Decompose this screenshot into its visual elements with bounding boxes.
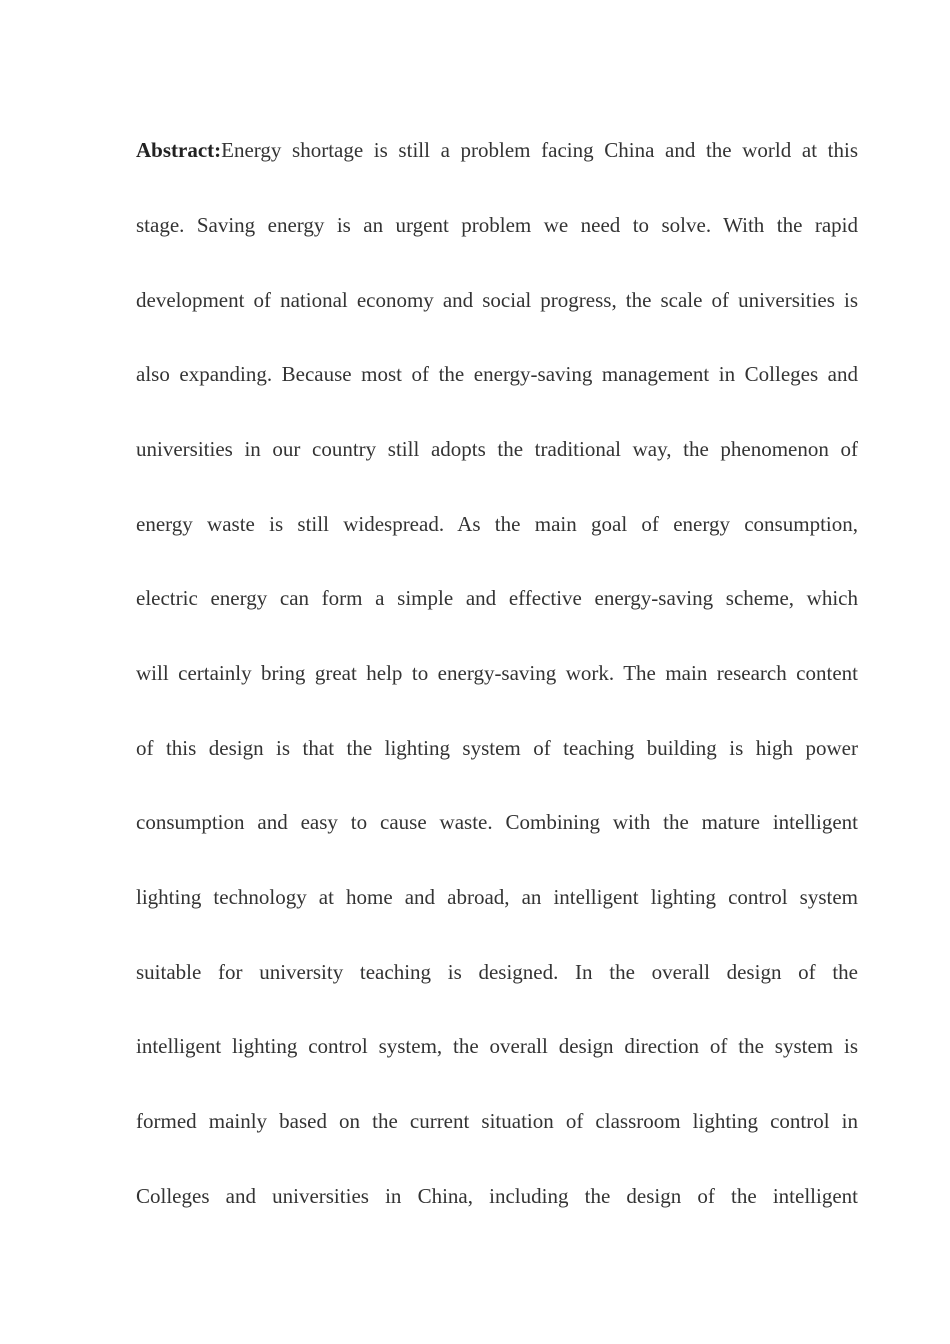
abstract-line-2: stage. Saving energy is an urgent problem we need to solve. With the rapid [136, 213, 858, 237]
abstract-line-7: electric energy can form a simple and effective energy-saving scheme, which [136, 586, 858, 610]
abstract-line-8: will certainly bring great help to energy-saving work. The main research content [136, 661, 858, 685]
abstract-line-3: development of national economy and social progress, the scale of universities is [136, 288, 858, 312]
abstract-line-11: lighting technology at home and abroad, an intelligent lighting control system [136, 885, 858, 909]
abstract-label: Abstract: [136, 138, 222, 162]
abstract-line-5: universities in our country still adopts the traditional way, the phenomenon of [136, 437, 858, 461]
abstract-line-12: suitable for university teaching is designed. In the overall design of the [136, 960, 858, 984]
abstract-line-13: intelligent lighting control system, the overall design direction of the system is [136, 1034, 858, 1058]
abstract-line-15: Colleges and universities in China, including the design of the intelligent [136, 1184, 858, 1208]
abstract-line-14: formed mainly based on the current situation of classroom lighting control in [136, 1109, 858, 1133]
abstract-line-6: energy waste is still widespread. As the main goal of energy consumption, [136, 512, 858, 536]
abstract-line-10: consumption and easy to cause waste. Combining with the mature intelligent [136, 810, 858, 834]
abstract-line-4: also expanding. Because most of the energy-saving management in Colleges and [136, 362, 858, 386]
abstract-line-9: of this design is that the lighting system of teaching building is high power [136, 736, 858, 760]
abstract-line-1 [136, 137, 858, 163]
abstract-line-1-text: Energy shortage is still a problem facing China and the world at this [221, 138, 858, 162]
